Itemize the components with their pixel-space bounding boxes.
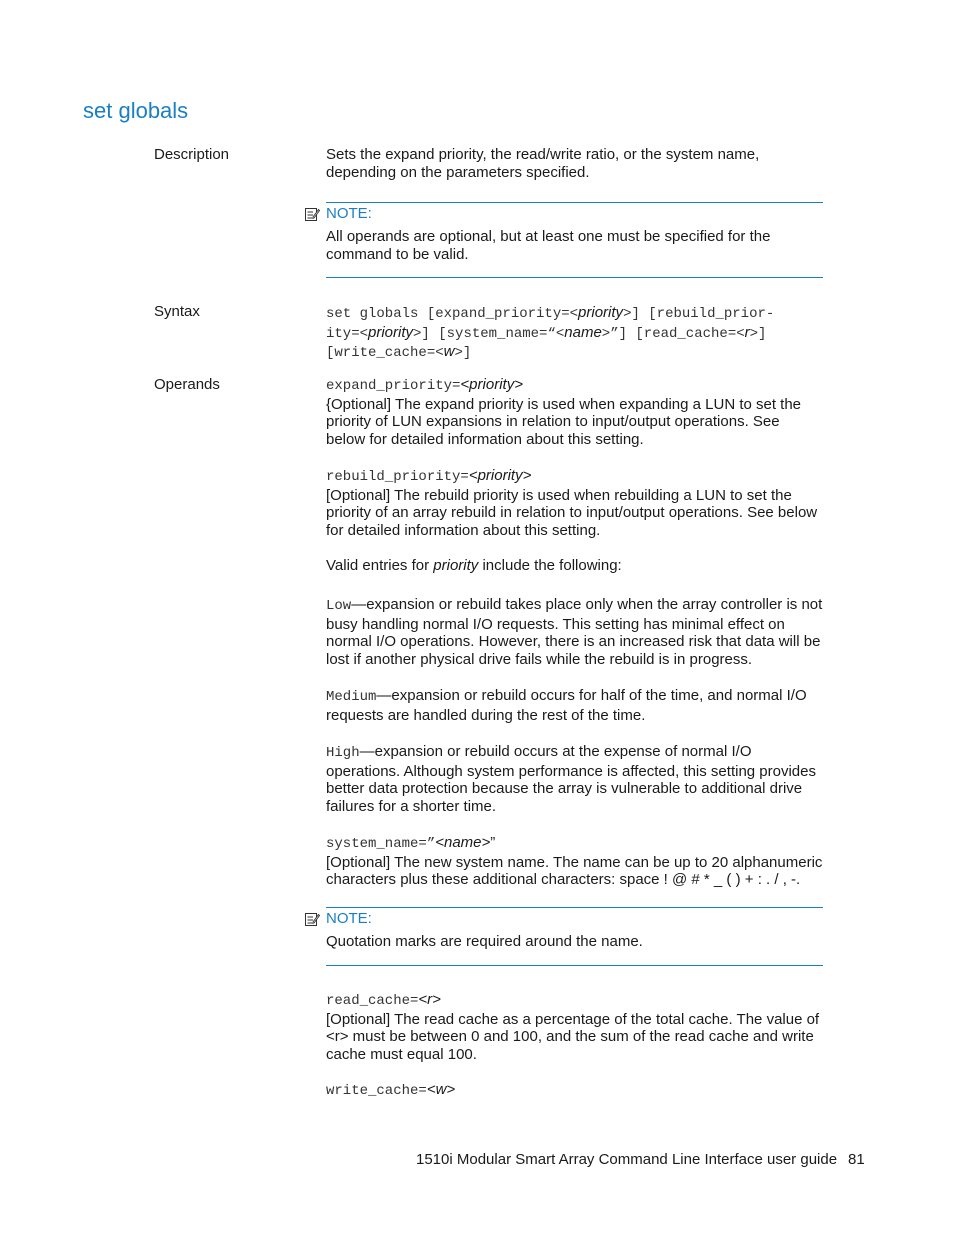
note-icon <box>304 911 320 927</box>
syntax-block <box>326 304 831 363</box>
operand-write-cache: write_cache=<w> <box>326 1081 456 1099</box>
operands-label: Operands <box>154 376 220 393</box>
note-label: NOTE: <box>326 910 372 927</box>
page-number: 81 <box>848 1151 865 1168</box>
priority-medium: Medium—expansion or rebuild occurs for half of the time, and normal I/O requests are handled during the rest of the time. <box>326 687 807 724</box>
operand-read-cache: read_cache=<r> [Optional] The read cache as a percentage of the total cache. The value of <r> must be between 0 and 100, and the sum of the read cache and write cache must equal 100. <box>326 991 820 1063</box>
operand-expand: expand_priority=<priority> {Optional] The expand priority is used when expanding a LUN to set the priority of LUN expansions in relation to input/output operations. See below for detailed information about this setting. <box>326 376 802 448</box>
note-heading <box>304 205 372 223</box>
syntax-line-3: [write_cache=<w>] <box>326 343 472 361</box>
footer-title: 1510i Modular Smart Array Command Line Interface user guide <box>416 1151 838 1168</box>
page-title: set globals <box>83 98 189 123</box>
note-bottom-rule <box>326 965 823 966</box>
description-text: Sets the expand priority, the read/write ratio, or the system name, depending on the parameters specified. <box>326 146 760 181</box>
valid-entries: Valid entries for priority include the following: <box>326 557 622 574</box>
priority-low: Low—expansion or rebuild takes place only when the array controller is not busy handling normal I/O requests. This setting has minimal effect on normal I/O operations. However, there is an increased risk that data will be lost if another physical drive fails while the rebuild is in progress. <box>326 596 823 668</box>
syntax-line-1: set globals [expand_priority=<priority>] [rebuild_prior- <box>326 304 775 322</box>
note-top-rule <box>326 907 823 908</box>
note-top-rule <box>326 202 823 203</box>
description-label: Description <box>154 146 230 163</box>
note-heading <box>304 910 372 928</box>
syntax-line-2: ity=<priority>] [system_name=“<name>”] [read_cache=<r>] <box>326 323 767 342</box>
note-icon <box>304 206 320 222</box>
operand-rebuild: rebuild_priority=<priority> [Optional] The rebuild priority is used when rebuilding a LUN to set the priority of an array rebuild in relation to input/output operations. See below for detailed information about this setting. <box>326 467 818 539</box>
note-label: NOTE: <box>326 205 372 222</box>
operand-system-name: system_name=”<name>” [Optional] The new system name. The name can be up to 20 alphanumeric characters plus these additional characters: space ! @ # * _ ( ) + : . / , -. <box>326 834 823 888</box>
note-bottom-rule <box>326 277 823 278</box>
syntax-label: Syntax <box>154 303 200 320</box>
priority-high: High—expansion or rebuild occurs at the expense of normal I/O operations. Although system performance is affected, this setting provides better data protection because the array is vulnerable to additional drive failures for a shorter time. <box>326 743 816 815</box>
note-text: All operands are optional, but at least one must be specified for the command to be valid. <box>326 228 771 263</box>
note-text: Quotation marks are required around the name. <box>326 933 643 950</box>
